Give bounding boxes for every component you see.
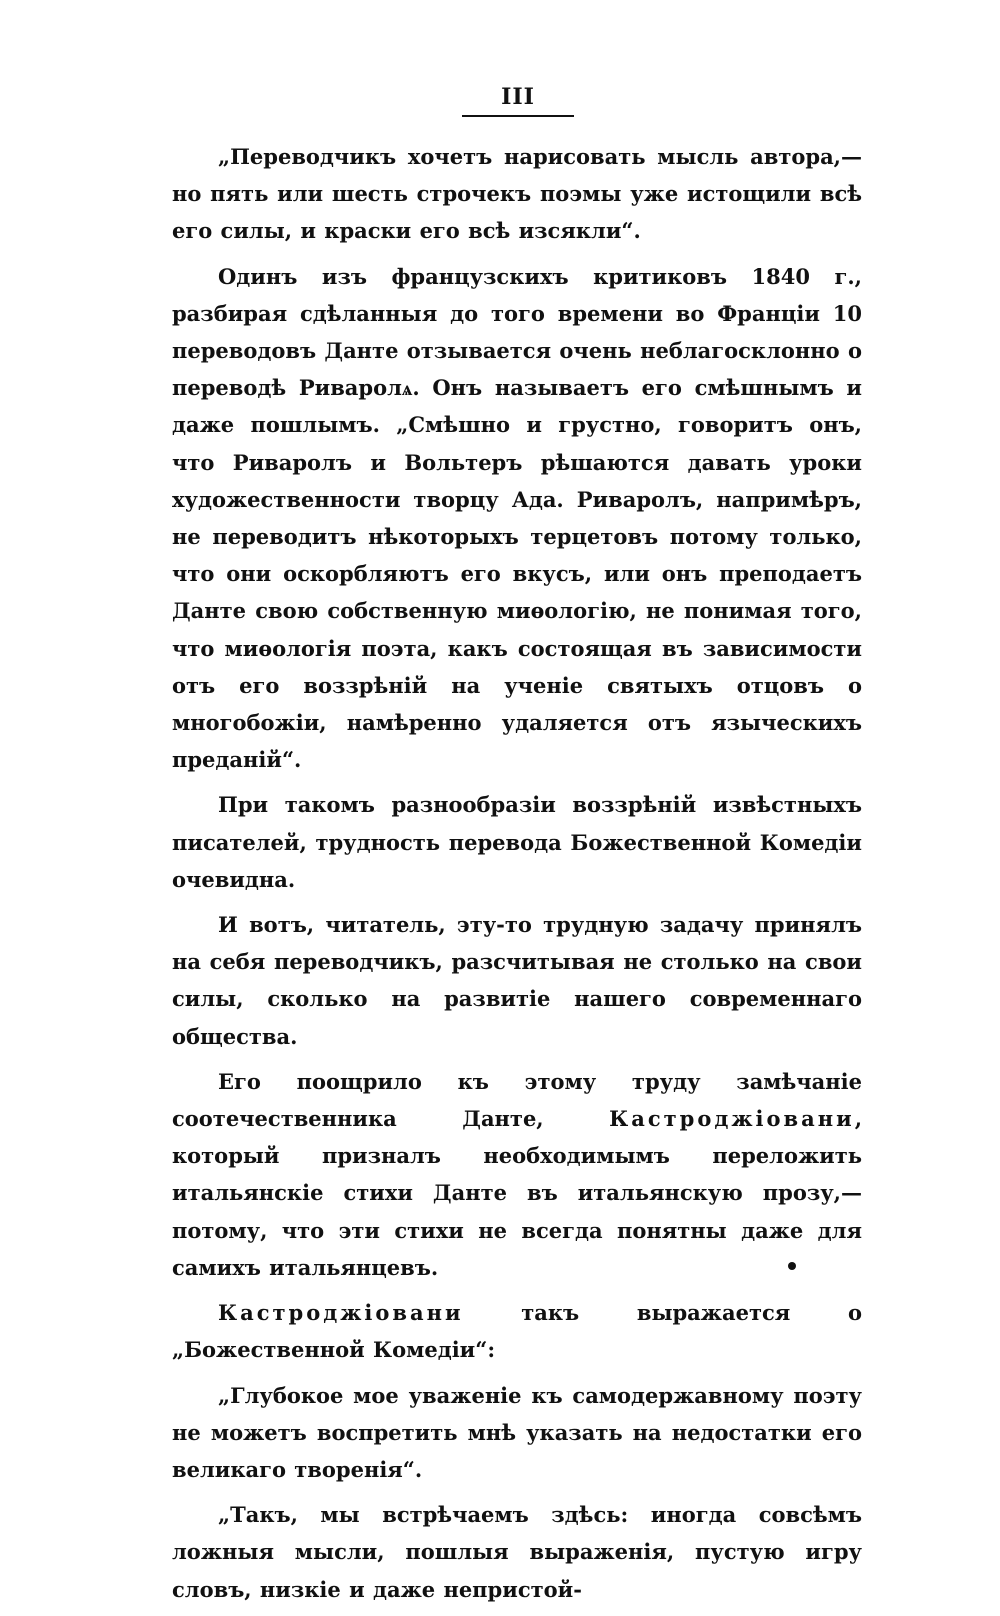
paragraph-translator-quote: „Переводчикъ хочетъ нарисовать мысль автора,—но пять или шесть строчекъ поэмы уже истощили всѣ его силы, и краски его всѣ изсякли“. [172, 144, 862, 244]
paragraph-text-after: такъ выражается о „Божественной Комедіи“: [172, 1300, 862, 1363]
paragraph-french-critic: Одинъ изъ французскихъ критиковъ 1840 г., разбирая сдѣланныя до того времени во Франціи 10 переводовъ Данте отзывается очень неблагосклонно о переводѣ Риваролѧ. Онъ называетъ его смѣшнымъ и даже пошлымъ. „Смѣшно и грустно, говоритъ онъ, что Риваролъ и Вольтеръ рѣшаются давать уроки художественности творцу Ада. Риваролъ, напримѣръ, не переводитъ нѣкоторыхъ терцетовъ потому только, что они оскорбляютъ его вкусъ, или онъ преподаетъ Данте свою собственную миѳологію, не понимая того, что миѳологія поэта, какъ состоящая въ зависимости отъ его воззрѣній на ученіе святыхъ отцовъ о многобожіи, намѣренно удаляется отъ языческихъ преданій“. [172, 263, 862, 773]
paragraph-final-quote: „Такъ, мы встрѣчаемъ здѣсь: иногда совсѣмъ ложныя мысли, пошлыя выраженія, пустую игру словъ, низкіе и даже непристой- [172, 1502, 862, 1602]
paragraph-translator-task: И вотъ, читатель, эту-то трудную задачу принялъ на себя переводчикъ, разсчитывая не столько на свои силы, сколько на развитіе нашего современнаго общества. [172, 912, 862, 1049]
paragraph-difficulty: При такомъ разнообразіи воззрѣній извѣстныхъ писателей, трудность перевода Божественной Комедіи очевидна. [172, 792, 862, 892]
page-number-rule [462, 115, 574, 117]
paragraph-respect-quote: „Глубокое мое уваженіе къ самодержавному поэту не можетъ воспретить мнѣ указать на недостатки его великаго творенія“. [172, 1382, 862, 1482]
paragraph-castrogiovanni-says [172, 1294, 862, 1368]
paragraph-text-before: Его поощрило къ этому труду замѣчаніе соотечественника Данте, [172, 1068, 862, 1132]
paragraph-castrogiovanni-note [172, 1063, 862, 1286]
body-text [172, 138, 862, 1616]
page-number: III [501, 84, 535, 110]
footer-dot-mark [788, 1262, 796, 1270]
author-name-spaced: Кастроджіовани [218, 1300, 464, 1326]
paragraph-text-after: , который призналъ необходимымъ переложить итальянскіе стихи Данте въ итальянскую прозу,—потому, что эти стихи не всегда понятны даже для самихъ итальянцевъ. [172, 1106, 862, 1280]
author-name-spaced: Кастроджіовани [609, 1106, 855, 1132]
